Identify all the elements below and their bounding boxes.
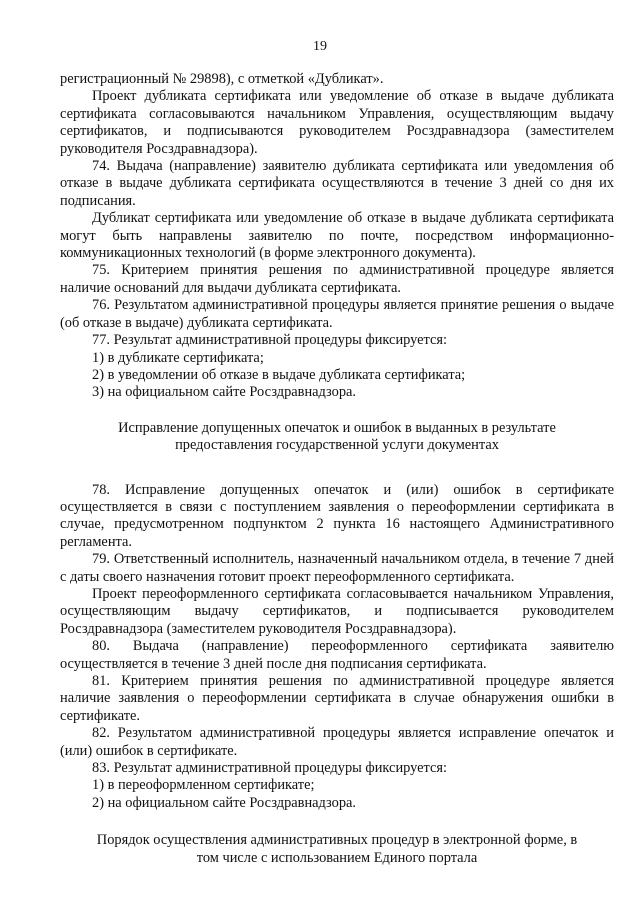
paragraph-82: 82. Результатом административной процедуры является исправление опечаток и (или) ошибок в сертификате. bbox=[60, 725, 614, 759]
paragraph-75: 75. Критерием принятия решения по административной процедуре является наличие оснований для выдачи дубликата сертификата. bbox=[60, 262, 614, 296]
paragraph-81: 81. Критерием принятия решения по административной процедуре является наличие заявления о переоформлении сертификата в случае обнаружения ошибки в сертификате. bbox=[60, 673, 614, 724]
paragraph-76: 76. Результатом административной процедуры является принятие решения о выдаче (об отказе в выдаче) дубликата сертификата. bbox=[60, 297, 614, 331]
paragraph-78: 78. Исправление допущенных опечаток и (или) ошибок в сертификате осуществляется в связи с поступлением заявления о переоформлении сертификата в случае, предусмотренном подпунктом 2 пункта 16 настоящего Административного регламента. bbox=[60, 481, 614, 550]
heading-line: том числе с использованием Единого портала bbox=[196, 849, 478, 866]
heading-line: Исправление допущенных опечаток и ошибок в выданных в результате bbox=[118, 419, 556, 436]
paragraph-80: 80. Выдача (направление) переоформленного сертификата заявителю осуществляется в течение 3 дней после дня подписания сертификата. bbox=[60, 638, 614, 672]
heading-line: предоставления государственной услуги документах bbox=[175, 437, 499, 454]
paragraph: Дубликат сертификата или уведомление об отказе в выдаче дубликата сертификата могут быть направлены заявителю по почте, посредством информационно-коммуникационных технологий (в форме электронного документа). bbox=[60, 210, 614, 262]
page-number: 19 bbox=[313, 39, 327, 54]
list-item: 1) в переоформленном сертификате; bbox=[92, 777, 315, 794]
page-content bbox=[60, 71, 614, 867]
paragraph-77: 77. Результат административной процедуры фиксируется: bbox=[92, 332, 448, 349]
section-heading-electronic-form bbox=[60, 832, 614, 867]
section-heading-corrections bbox=[60, 420, 614, 455]
list-item: 2) на официальном сайте Росздравнадзора. bbox=[92, 794, 357, 811]
heading-line: Порядок осуществления административных процедур в электронной форме, в bbox=[96, 832, 578, 849]
list-item: 1) в дубликате сертификата; bbox=[92, 349, 264, 366]
list-item: 2) в уведомлении об отказе в выдаче дубликата сертификата; bbox=[92, 366, 466, 383]
paragraph-79: 79. Ответственный исполнитель, назначенный начальником отдела, в течение 7 дней с даты своего назначения готовит проект переоформленного сертификата. bbox=[60, 551, 614, 585]
paragraph-74: 74. Выдача (направление) заявителю дубликата сертификата или уведомления об отказе в выдаче дубликата сертификата осуществляются в течение 3 дней со дня их подписания. bbox=[60, 158, 614, 209]
paragraph-continuation: регистрационный № 29898), с отметкой «Дубликат». bbox=[60, 71, 384, 87]
paragraph: Проект дубликата сертификата или уведомление об отказе в выдаче дубликата сертификата согласовываются начальником Управления, осуществляющим выдачу сертификатов, и подписываются руководителем Росздравнадзора (заместителем руководителя Росздравнадзора). bbox=[60, 88, 614, 157]
list-item: 3) на официальном сайте Росздравнадзора. bbox=[92, 384, 357, 401]
paragraph: Проект переоформленного сертификата согласовывается начальником Управления, осуществляющим выдачу сертификатов, и подписывается руководителем Росздравнадзора (заместителем руководителя Росздравнадзора). bbox=[60, 585, 614, 637]
paragraph-83: 83. Результат административной процедуры фиксируется: bbox=[92, 760, 448, 777]
